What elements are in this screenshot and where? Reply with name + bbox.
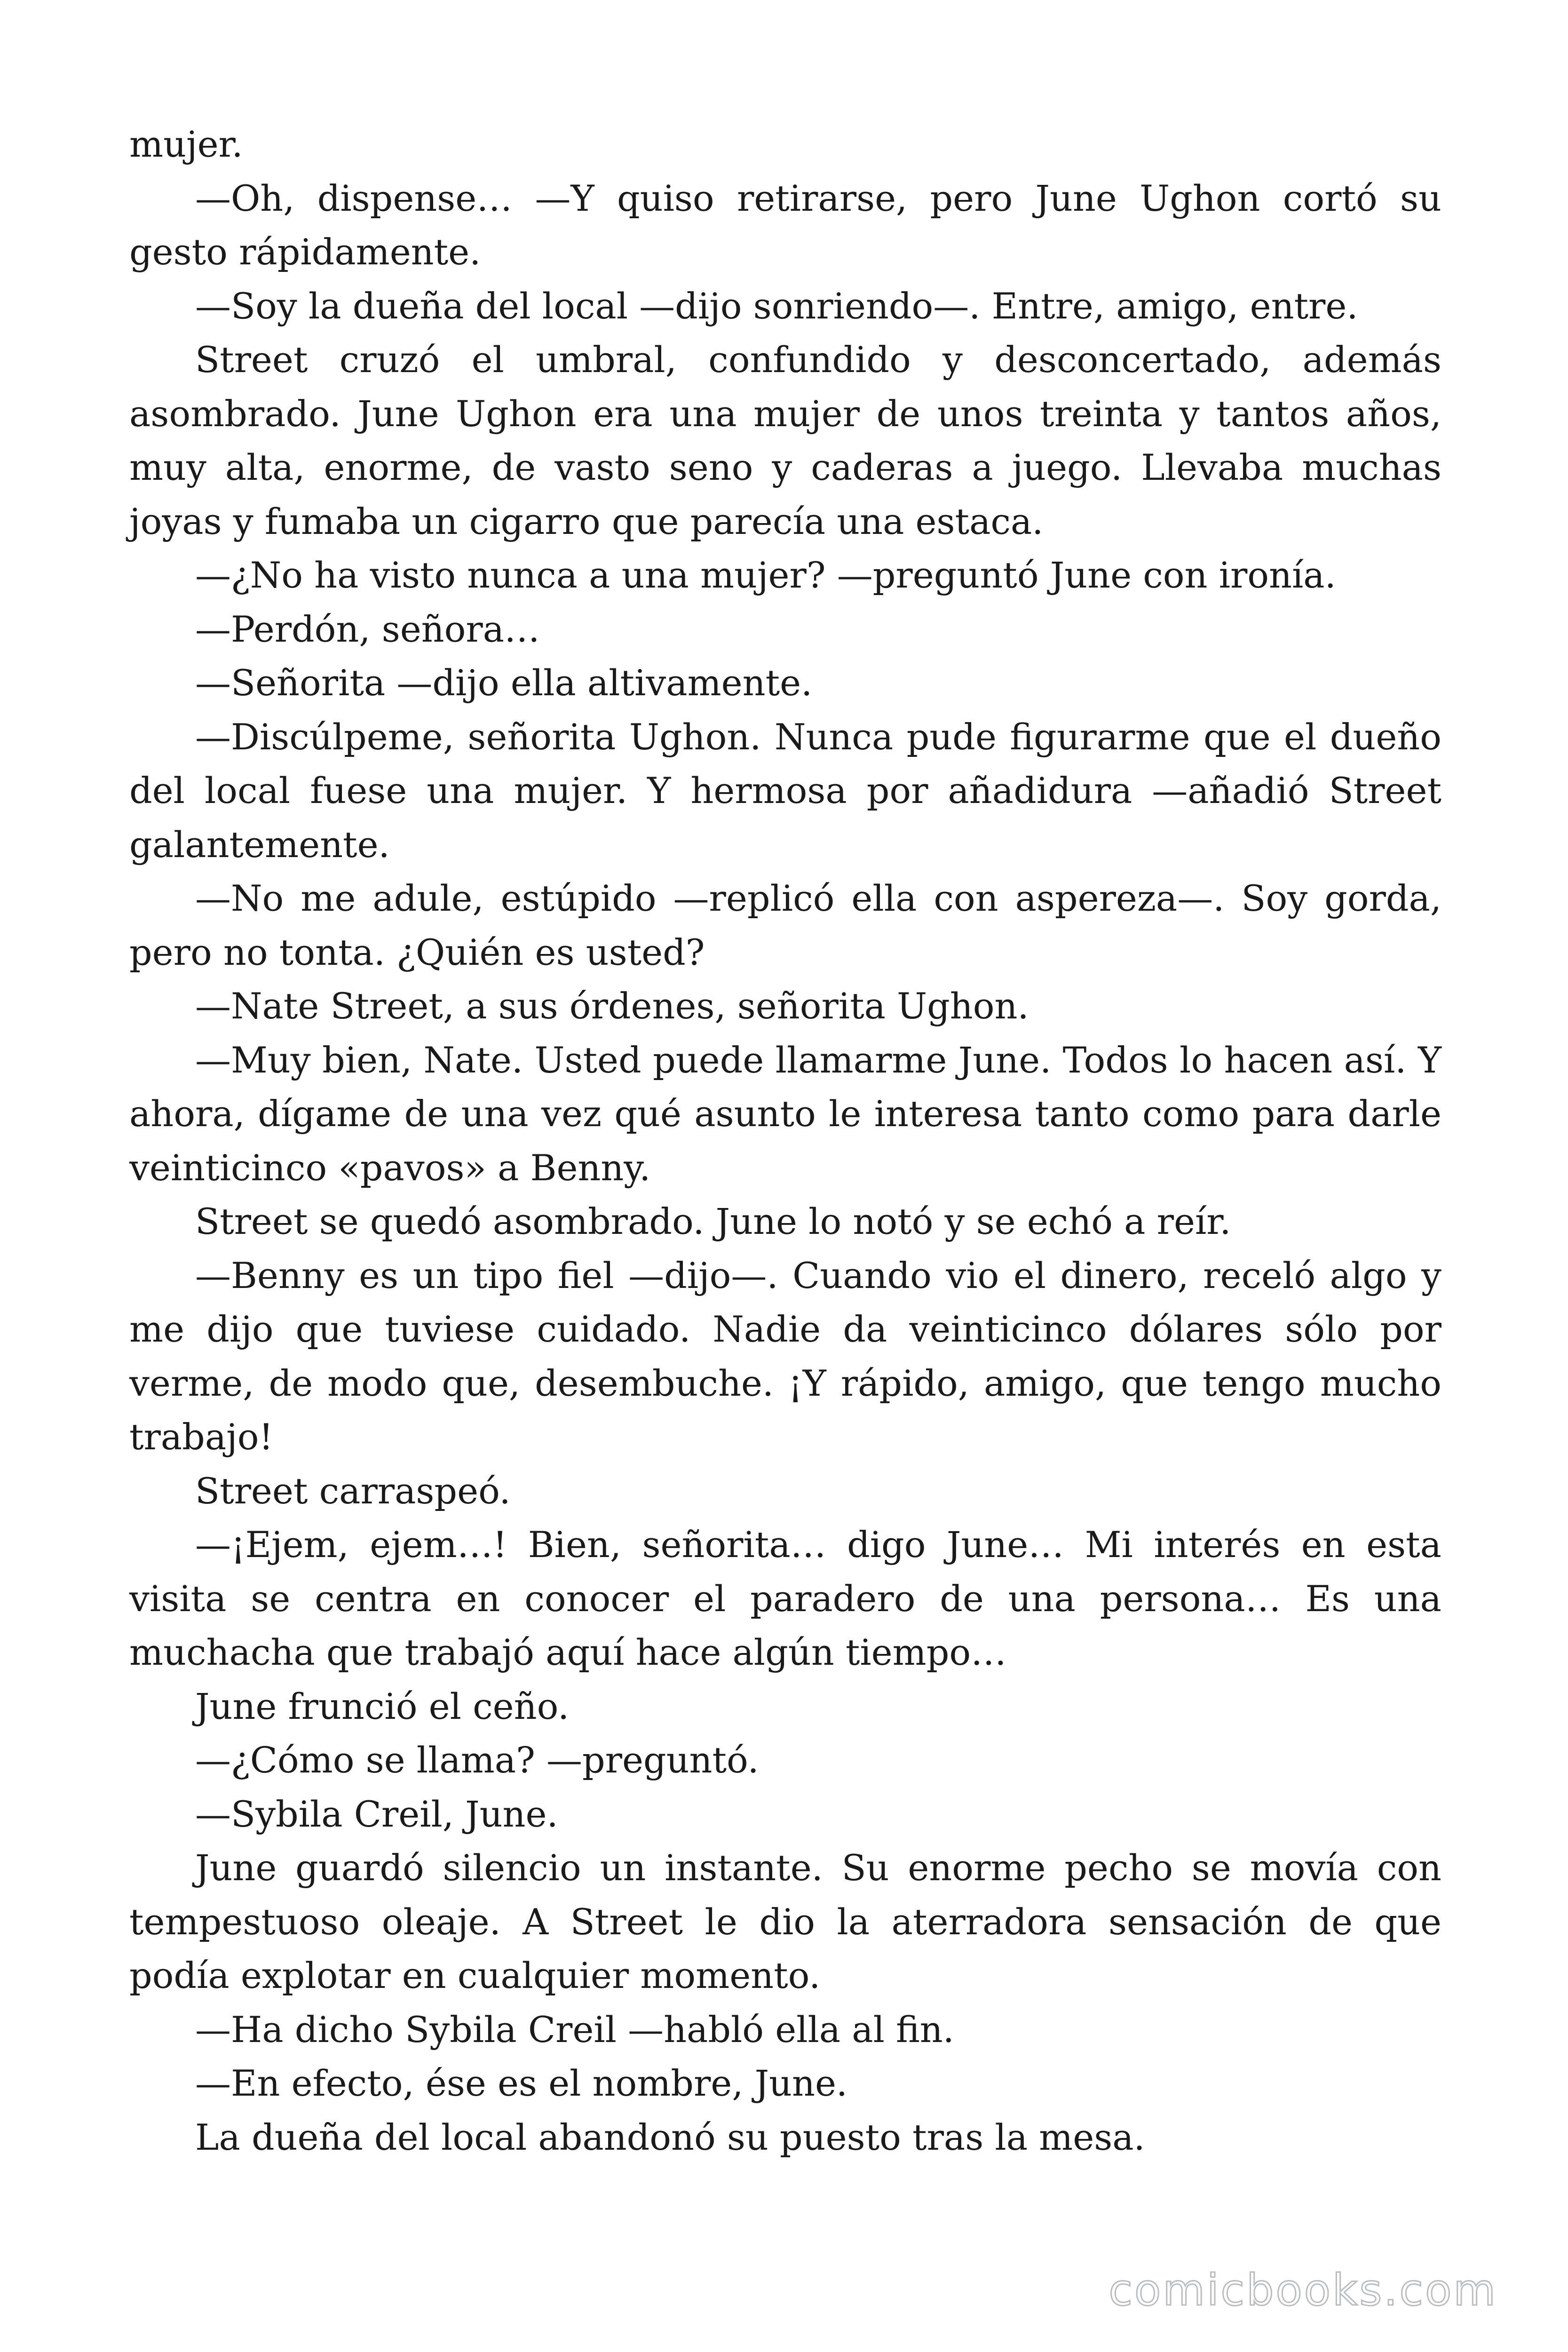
paragraph-15: —¡Ejem, ejem…! Bien, señorita… digo June… Mi interés en esta visita se centra en conocer el paradero de una persona… Es una muchacha que trabajó aquí hace algún tiempo… (129, 1524, 1441, 1673)
paragraph-14: Street carraspeó. (195, 1470, 511, 1512)
paragraph-22: La dueña del local abandonó su puesto tras la mesa. (195, 2116, 1145, 2158)
paragraph-2: —Oh, dispense… —Y quiso retirarse, pero June Ughon cortó su gesto rápidamente. (129, 177, 1441, 273)
paragraph-9: —No me adule, estúpido —replicó ella con aspereza—. Soy gorda, pero no tonta. ¿Quién es usted? (129, 877, 1441, 973)
paragraph-11: —Muy bien, Nate. Usted puede llamarme June. Todos lo hacen así. Y ahora, dígame de una vez qué asunto le interesa tanto como para darle veinticinco «pavos» a Benny. (129, 1039, 1441, 1189)
book-page-text (129, 118, 1441, 2164)
paragraph-7: —Señorita —dijo ella altivamente. (195, 662, 813, 704)
paragraph-21: —En efecto, ése es el nombre, June. (195, 2062, 848, 2104)
paragraph-1: mujer. (129, 123, 243, 165)
watermark-logo: comicbooks.com (1109, 2265, 1497, 2315)
paragraph-13: —Benny es un tipo fiel —dijo—. Cuando vio el dinero, receló algo y me dijo que tuviese cuidado. Nadie da veinticinco dólares sólo por verme, de modo que, desembuche. ¡Y rápido, amigo, que tengo mucho trabajo! (129, 1254, 1441, 1458)
paragraph-12: Street se quedó asombrado. June lo notó y se echó a reír. (195, 1200, 1231, 1242)
paragraph-18: —Sybila Creil, June. (195, 1793, 558, 1835)
paragraph-8: —Discúlpeme, señorita Ughon. Nunca pude figurarme que el dueño del local fuese una mujer. Y hermosa por añadidura —añadió Street galantemente. (129, 715, 1441, 866)
paragraph-5: —¿No ha visto nunca a una mujer? —preguntó June con ironía. (195, 554, 1336, 596)
paragraph-3: —Soy la dueña del local —dijo sonriendo—. Entre, amigo, entre. (195, 285, 1358, 327)
paragraph-10: —Nate Street, a sus órdenes, señorita Ughon. (195, 985, 1029, 1027)
paragraph-6: —Perdón, señora… (195, 608, 540, 650)
paragraph-19: June guardó silencio un instante. Su enorme pecho se movía con tempestuoso oleaje. A Street le dio la aterradora sensación de que podía explotar en cualquier momento. (129, 1847, 1441, 1996)
paragraph-17: —¿Cómo se llama? —preguntó. (195, 1739, 759, 1781)
paragraph-4: Street cruzó el umbral, confundido y desconcertado, además asombrado. June Ughon era una mujer de unos treinta y tantos años, muy alta, enorme, de vasto seno y caderas a juego. Llevaba muchas joyas y fumaba un cigarro que parecía una estaca. (129, 339, 1441, 542)
paragraph-16: June frunció el ceño. (195, 1685, 570, 1727)
paragraph-20: —Ha dicho Sybila Creil —habló ella al fin. (195, 2008, 954, 2050)
